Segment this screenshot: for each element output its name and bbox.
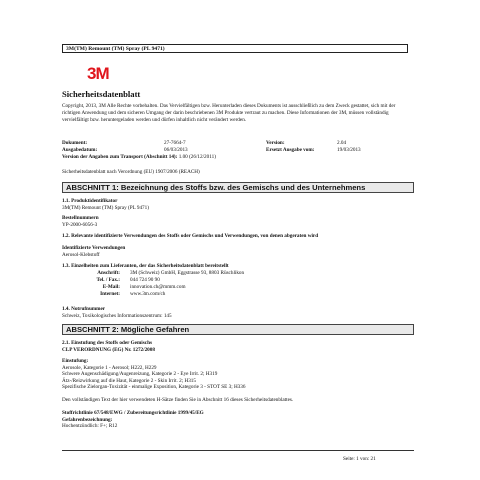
ausgabe-label: Ausgabedatum: <box>62 147 98 153</box>
verwendungen-title: Identifizierte Verwendungen <box>62 245 126 251</box>
supplier-value: 3M (Schweiz) GmbH, Eggstrasse 93, 8803 Rüschlikon <box>130 270 245 276</box>
s14-value: Schweiz, Toxikologisches Informationszentrum: 145 <box>62 312 172 319</box>
regulation-note: Sicherheitsdatenblatt nach Verordnung (EU) 1907/2006 (REACH) <box>62 169 200 175</box>
gefahren-value: Hochentzündlich: F+; R12 <box>62 423 118 429</box>
dokument-label: Dokument: <box>62 140 88 146</box>
footer-divider <box>62 450 414 451</box>
bestellnummern-value: YP-2000-6056-3 <box>62 221 98 228</box>
gefahren-title: Gefahrenbezeichnung: <box>62 416 113 423</box>
bestellnummern-title: Bestellnummern <box>62 215 99 221</box>
supplier-label: Internet: <box>100 291 120 297</box>
ausgabe-value: 06/03/2013 <box>164 147 188 153</box>
ersetzt-value: 19/03/2013 <box>337 147 361 153</box>
3m-logo <box>87 65 121 81</box>
s11-value: 3M(TM) Remount (TM) Spray (PL 9471) <box>62 204 149 211</box>
transport-value: 1.00 (26/12/2011) <box>178 154 216 160</box>
section-1-heading: ABSCHNITT 1: Bezeichnung des Stoffs bzw. des Gemischs und des Unternehmens <box>62 182 414 193</box>
version-label: Version: <box>266 140 285 146</box>
supplier-value: innovation.ch@mmm.com <box>130 284 186 290</box>
einstufung-line: Spezifische Zielorgan-Toxizität - einmalige Exposition, Kategorie 3 - STOT SE 3; H336 <box>62 384 246 390</box>
s13-title: 1.3. Einzelheiten zum Lieferanten, der das Sicherheitsdatenblatt bereitstellt <box>62 263 229 269</box>
supplier-label: Anschrift: <box>97 270 120 276</box>
document-header-bar <box>62 44 408 53</box>
dokument-value: 27-7664-7 <box>164 140 186 146</box>
section-2-heading: ABSCHNITT 2: Mögliche Gefahren <box>62 324 414 335</box>
doc-info-row-3 <box>62 154 216 161</box>
supplier-value: www.3m.com/ch <box>130 291 166 297</box>
header-product-name: 3M(TM) Remount (TM) Spray (PL 9471) <box>66 46 165 52</box>
supplier-label: E-Mail: <box>102 284 120 290</box>
page-number: Seite: 1 von: 21 <box>343 456 376 462</box>
verwendungen-value: Aerosol-Klebstoff <box>62 251 100 258</box>
supplier-value: 044 724 90 90 <box>130 277 160 283</box>
3m-logo-text: 3M <box>87 65 109 81</box>
document-title: Sicherheitsdatenblatt <box>62 89 141 99</box>
s14-title: 1.4. Notrufnummer <box>62 306 106 312</box>
version-value: 2.04 <box>337 140 347 146</box>
s21-title: 2.1. Einstufung des Stoffs oder Gemischs <box>62 340 152 346</box>
einstufung-line: Aerosole, Kategorie 1 - Aerosol; H222, H229 <box>62 364 157 371</box>
einstufung-title: Einstufung: <box>62 358 89 364</box>
transport-label: Version der Angaben zum Transport (Abschnitt 14): <box>62 154 178 160</box>
directive-title: Stoffrichtlinie 67/548/EWG / Zubereitungsrichtlinie 1999/45/EG <box>62 410 204 416</box>
s12-title: 1.2. Relevante identifizierte Verwendungen des Stoffs oder Gemischs und Verwendungen, von denen abgeraten wird <box>62 233 319 239</box>
h-saetze-note: Den vollständigen Text der hier verwendeten H-Sätze finden Sie in Abschnitt 16 dieses Sicherheitsdatenblattes. <box>62 397 294 403</box>
einstufung-line: Schwere Augenschädigung/Augenreizung, Kategorie 2 - Eye Irrit. 2; H319 <box>62 371 218 377</box>
clp-title: CLP VERORDNUNG (EG) Nr. 1272/2008 <box>62 346 155 353</box>
einstufung-line: Ätz-/Reizwirkung auf die Haut, Kategorie 2 - Skin Irrit. 2; H315 <box>62 377 196 384</box>
supplier-label: Tel. / Fax.: <box>96 277 120 283</box>
ersetzt-label: Ersetzt Ausgabe vom: <box>266 147 315 153</box>
copyright-notice: Copyright, 2013, 3M Alle Rechte vorbehalten. Das Vervielfältigen bzw. Herunterladen dieses Dokuments ist ausschließlich zu dem Zweck gestattet, sich mit der richtigen Anwendung und dem sicheren Umgang der darin beschriebenen 3M Produkte vertraut zu machen. Diese Informationen der 3M, müssen vollständig vervielfältigt bzw. heruntergeladen werden und dürfen inhaltlich nicht verändert werden. <box>62 103 396 123</box>
s11-title: 1.1. Produktidentifikator <box>62 198 118 204</box>
